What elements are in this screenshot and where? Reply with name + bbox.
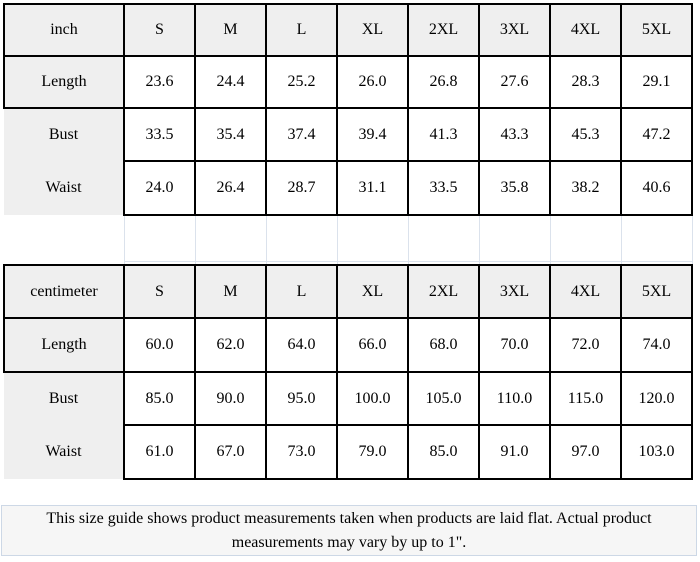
inch-bust-row bbox=[4, 108, 692, 161]
size-header: S bbox=[124, 4, 195, 56]
value-cell: 24.0 bbox=[124, 161, 195, 215]
spacer-cell bbox=[550, 215, 621, 261]
value-cell: 115.0 bbox=[550, 372, 621, 425]
row-label: Bust bbox=[4, 372, 124, 425]
value-cell: 37.4 bbox=[266, 108, 337, 161]
cm-header-row bbox=[4, 265, 692, 318]
size-header: L bbox=[266, 265, 337, 318]
size-header: XL bbox=[337, 265, 408, 318]
size-header: S bbox=[124, 265, 195, 318]
value-cell: 73.0 bbox=[266, 425, 337, 479]
spacer-cell bbox=[4, 215, 124, 261]
value-cell: 72.0 bbox=[550, 318, 621, 372]
spacer-cell bbox=[195, 215, 266, 261]
value-cell: 33.5 bbox=[124, 108, 195, 161]
value-cell: 103.0 bbox=[621, 425, 692, 479]
value-cell: 97.0 bbox=[550, 425, 621, 479]
footnote-text: This size guide shows product measurements taken when products are laid flat. Actual product measurements may vary by up to 1". bbox=[46, 510, 652, 551]
value-cell: 100.0 bbox=[337, 372, 408, 425]
value-cell: 23.6 bbox=[124, 56, 195, 108]
size-header: 2XL bbox=[408, 265, 479, 318]
row-label: Length bbox=[4, 56, 124, 108]
spacer-cell bbox=[124, 215, 195, 261]
value-cell: 26.0 bbox=[337, 56, 408, 108]
value-cell: 66.0 bbox=[337, 318, 408, 372]
value-cell: 74.0 bbox=[621, 318, 692, 372]
value-cell: 62.0 bbox=[195, 318, 266, 372]
value-cell: 60.0 bbox=[124, 318, 195, 372]
value-cell: 40.6 bbox=[621, 161, 692, 215]
spacer-row bbox=[4, 215, 692, 261]
value-cell: 105.0 bbox=[408, 372, 479, 425]
size-header: 3XL bbox=[479, 265, 550, 318]
unit-label-inch: inch bbox=[4, 4, 124, 56]
unit-label-centimeter: centimeter bbox=[4, 265, 124, 318]
row-label: Waist bbox=[4, 425, 124, 479]
value-cell: 26.4 bbox=[195, 161, 266, 215]
value-cell: 26.8 bbox=[408, 56, 479, 108]
row-label: Bust bbox=[4, 108, 124, 161]
spacer-cell bbox=[479, 215, 550, 261]
size-header: 5XL bbox=[621, 265, 692, 318]
value-cell: 91.0 bbox=[479, 425, 550, 479]
value-cell: 43.3 bbox=[479, 108, 550, 161]
size-header: M bbox=[195, 4, 266, 56]
size-guide-table bbox=[3, 3, 693, 480]
value-cell: 41.3 bbox=[408, 108, 479, 161]
value-cell: 28.3 bbox=[550, 56, 621, 108]
value-cell: 120.0 bbox=[621, 372, 692, 425]
cm-bust-row bbox=[4, 372, 692, 425]
row-label: Waist bbox=[4, 161, 124, 215]
spacer-cell bbox=[408, 215, 479, 261]
value-cell: 110.0 bbox=[479, 372, 550, 425]
value-cell: 33.5 bbox=[408, 161, 479, 215]
cm-waist-row bbox=[4, 425, 692, 479]
value-cell: 70.0 bbox=[479, 318, 550, 372]
value-cell: 29.1 bbox=[621, 56, 692, 108]
value-cell: 68.0 bbox=[408, 318, 479, 372]
size-header: 2XL bbox=[408, 4, 479, 56]
value-cell: 64.0 bbox=[266, 318, 337, 372]
value-cell: 25.2 bbox=[266, 56, 337, 108]
value-cell: 39.4 bbox=[337, 108, 408, 161]
value-cell: 67.0 bbox=[195, 425, 266, 479]
inch-waist-row bbox=[4, 161, 692, 215]
size-header: L bbox=[266, 4, 337, 56]
size-header: 3XL bbox=[479, 4, 550, 56]
value-cell: 47.2 bbox=[621, 108, 692, 161]
value-cell: 61.0 bbox=[124, 425, 195, 479]
row-label: Length bbox=[4, 318, 124, 372]
size-header: 4XL bbox=[550, 4, 621, 56]
inch-header-row bbox=[4, 4, 692, 56]
spacer-cell bbox=[266, 215, 337, 261]
value-cell: 90.0 bbox=[195, 372, 266, 425]
size-header: 4XL bbox=[550, 265, 621, 318]
size-header: 5XL bbox=[621, 4, 692, 56]
value-cell: 31.1 bbox=[337, 161, 408, 215]
value-cell: 45.3 bbox=[550, 108, 621, 161]
spacer-cell bbox=[337, 215, 408, 261]
spacer-cell bbox=[621, 215, 692, 261]
inch-length-row bbox=[4, 56, 692, 108]
value-cell: 85.0 bbox=[408, 425, 479, 479]
value-cell: 38.2 bbox=[550, 161, 621, 215]
value-cell: 24.4 bbox=[195, 56, 266, 108]
value-cell: 85.0 bbox=[124, 372, 195, 425]
value-cell: 79.0 bbox=[337, 425, 408, 479]
value-cell: 35.8 bbox=[479, 161, 550, 215]
cm-length-row bbox=[4, 318, 692, 372]
size-guide-footnote bbox=[1, 505, 697, 556]
value-cell: 95.0 bbox=[266, 372, 337, 425]
size-header: M bbox=[195, 265, 266, 318]
value-cell: 27.6 bbox=[479, 56, 550, 108]
value-cell: 28.7 bbox=[266, 161, 337, 215]
value-cell: 35.4 bbox=[195, 108, 266, 161]
size-header: XL bbox=[337, 4, 408, 56]
